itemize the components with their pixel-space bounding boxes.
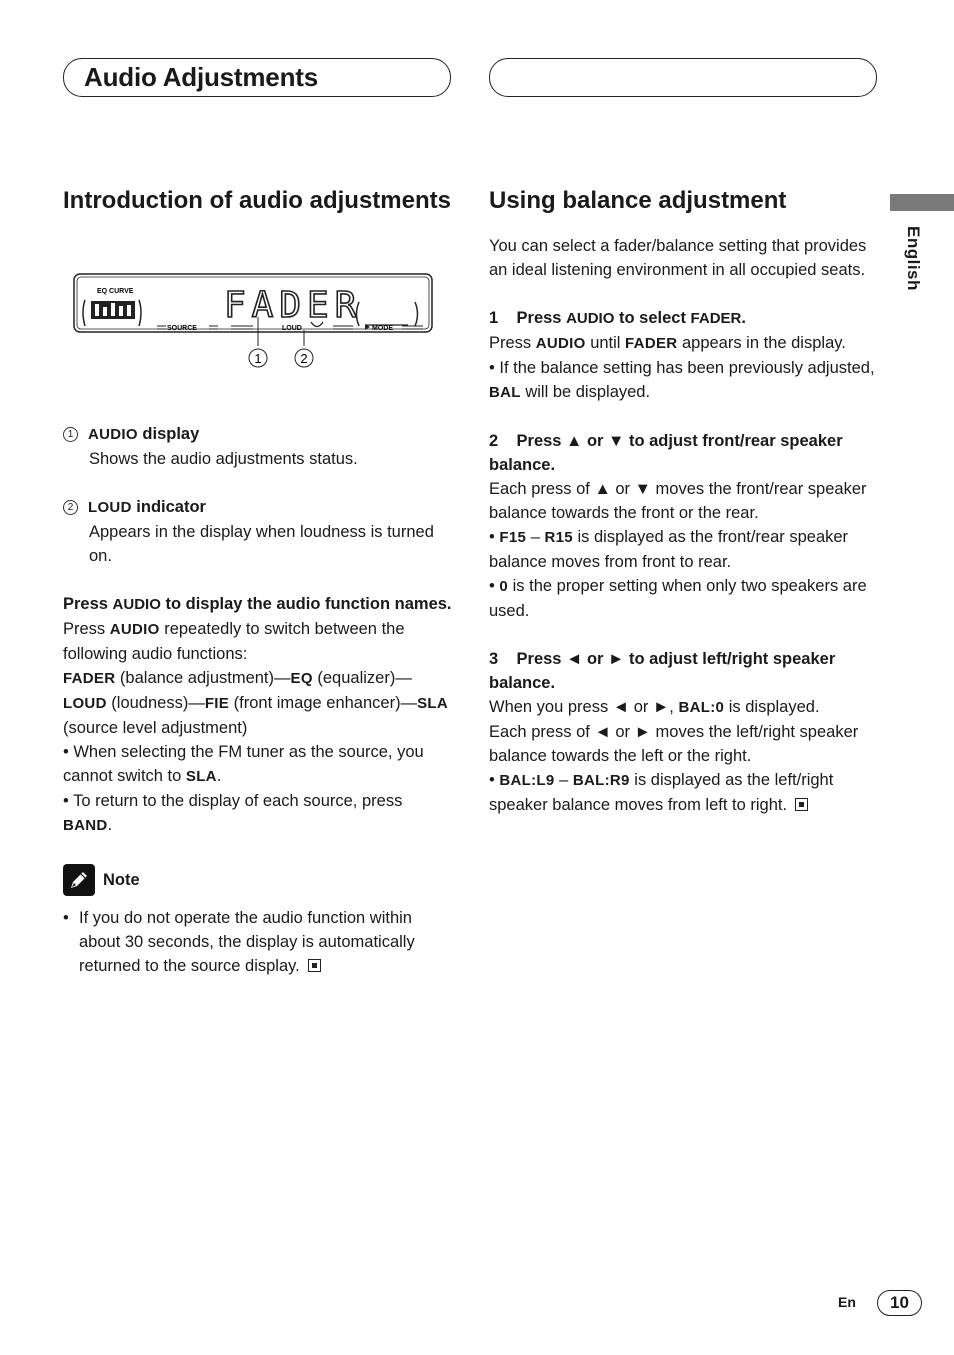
callout-number: 1 [63, 427, 78, 442]
step-1-heading: 1 Press AUDIO to select FADER. [489, 309, 746, 327]
section-header-box-empty [489, 58, 877, 97]
press-audio-paragraph: Press AUDIO repeatedly to switch between the following audio functions: FADER (balance adjustment)—EQ (equalizer)— LOUD (loudness)—FIE (front image enhancer)—SLA (source level adjustment) [63, 620, 448, 737]
end-mark-icon [308, 959, 321, 972]
note-text: If you do not operate the audio function within about 30 seconds, the display is automatically returned to the source display. [79, 909, 415, 975]
note-header [63, 864, 453, 896]
fm-tuner-bullet: • When selecting the FM tuner as the source, you cannot switch to SLA. [63, 743, 424, 785]
item-audio-display-title: 1 AUDIO display [63, 422, 453, 447]
balance-heading: Using balance adjustment [489, 187, 787, 214]
step-1-text: Press AUDIO until FADER appears in the display. [489, 334, 846, 352]
step-2-text: Each press of ▲ or ▼ moves the front/rear speaker balance towards the front or the rear. [489, 480, 867, 522]
step-2-bullet-2: • 0 is the proper setting when only two speakers are used. [489, 577, 867, 620]
press-audio-heading: Press AUDIO to display the audio function names. [63, 595, 452, 613]
step-3-text-2: Each press of ◄ or ► moves the left/right speaker balance towards the left or the right. [489, 723, 859, 765]
item-audio-display-desc: Shows the audio adjustments status. [89, 450, 358, 468]
step-3-heading: 3 Press ◄ or ► to adjust left/right speaker balance. [489, 650, 840, 692]
section-title: Audio Adjustments [84, 62, 318, 92]
end-mark-icon [795, 798, 808, 811]
callout-2-label: 2 [300, 351, 308, 366]
intro-heading: Introduction of audio adjustments [63, 187, 451, 214]
lcd-illustration [63, 272, 453, 392]
language-label: English [904, 226, 923, 291]
page-number: 10 [877, 1290, 922, 1316]
item-loud-indicator-desc: Appears in the display when loudness is turned on. [89, 523, 434, 565]
note-bullet: • If you do not operate the audio function within about 30 seconds, the display is automatically returned to the source display. [63, 909, 415, 975]
step-1-bullet: • If the balance setting has been previously adjusted, BAL will be displayed. [489, 359, 875, 401]
step-3-text-1: When you press ◄ or ►, BAL:0 is displayed. [489, 698, 820, 716]
step-3-bullet: • BAL:L9 – BAL:R9 is displayed as the left/right speaker balance moves from left to right. [489, 771, 834, 814]
return-display-bullet: • To return to the display of each source, press BAND. [63, 792, 403, 834]
pencil-note-icon [63, 864, 95, 896]
callout-number: 2 [63, 500, 78, 515]
lcd-loud-label: LOUD [282, 325, 302, 332]
eq-curve-icon [83, 300, 141, 326]
balance-intro: You can select a fader/balance setting that provides an ideal listening environment in all occupied seats. [489, 237, 867, 279]
callout-1-label: 1 [254, 351, 262, 366]
step-2-heading: 2 Press ▲ or ▼ to adjust front/rear speaker balance. [489, 432, 848, 474]
lcd-main-text: FADER [224, 285, 363, 326]
lcd-display-icon [63, 272, 435, 382]
section-header-box [63, 58, 451, 97]
lcd-source-label: SOURCE [167, 325, 197, 332]
footer-language: En [838, 1294, 856, 1310]
lcd-eq-curve-label: EQ CURVE [97, 288, 134, 295]
left-column [63, 186, 453, 978]
step-2-bullet-1: • F15 – R15 is displayed as the front/rear speaker balance moves from front to rear. [489, 528, 849, 571]
lcd-mode-label: MODE [372, 325, 393, 332]
note-label: Note [103, 871, 140, 889]
language-tab [890, 194, 954, 211]
right-column [489, 186, 881, 817]
item-loud-indicator-title: 2 LOUD indicator [63, 495, 453, 520]
